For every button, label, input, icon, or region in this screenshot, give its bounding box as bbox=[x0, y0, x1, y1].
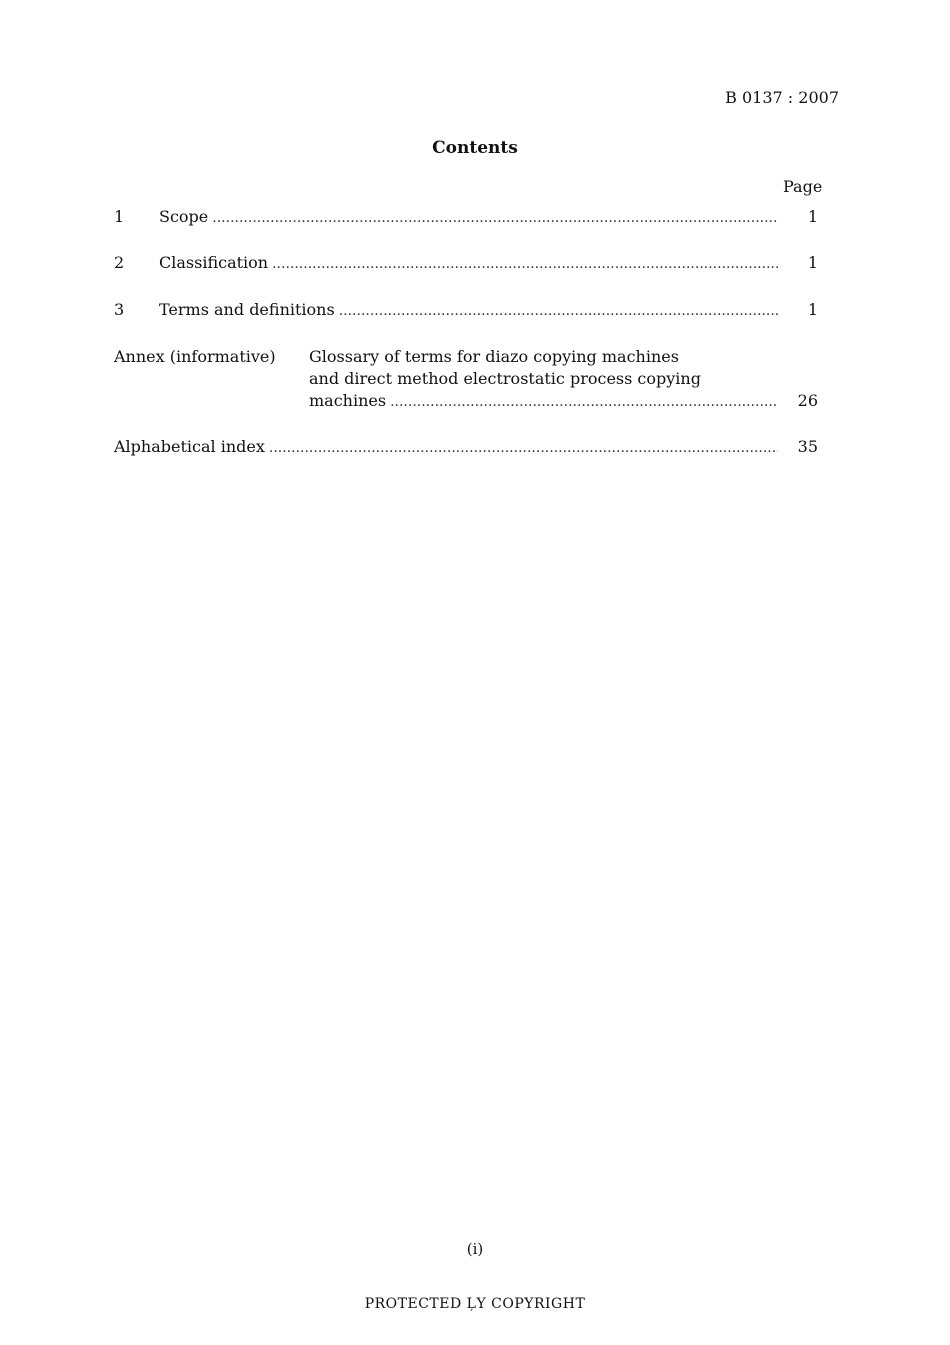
dot-leader bbox=[390, 391, 778, 413]
annex-title-line: Glossary of terms for diazo copying machines bbox=[309, 347, 679, 366]
dot-leader bbox=[212, 207, 778, 229]
toc-entry-number: 1 bbox=[114, 207, 125, 226]
toc-entry-number: 2 bbox=[114, 253, 125, 272]
page-column-label: Page bbox=[783, 177, 823, 196]
toc-entry-page: 1 bbox=[807, 207, 818, 226]
toc-entry-page: 35 bbox=[797, 437, 818, 456]
page-title: Contents bbox=[432, 138, 518, 158]
toc-entry-page: 1 bbox=[807, 300, 818, 319]
toc-entry-alphabetical-index[interactable] bbox=[114, 436, 818, 459]
toc-entry-scope[interactable] bbox=[114, 206, 818, 229]
toc-entry-title: Terms and definitions bbox=[159, 300, 335, 319]
toc-entry-page: 26 bbox=[797, 391, 818, 410]
annex-label: Annex (informative) bbox=[114, 347, 276, 366]
dot-leader bbox=[272, 253, 778, 275]
toc-entry-title: Alphabetical index bbox=[114, 437, 265, 456]
toc-entry-classification[interactable] bbox=[114, 252, 818, 275]
document-code: B 0137 : 2007 bbox=[725, 88, 839, 107]
toc-entry-terms-definitions[interactable] bbox=[114, 299, 818, 322]
toc-entry-title: Scope bbox=[159, 207, 209, 226]
toc-entry-page: 1 bbox=[807, 253, 818, 272]
page-number: (i) bbox=[466, 1240, 484, 1258]
toc-entry-number: 3 bbox=[114, 300, 125, 319]
toc-entry-title: Classification bbox=[159, 253, 269, 272]
dot-leader bbox=[339, 300, 778, 322]
annex-title-line: and direct method electrostatic process copying bbox=[309, 369, 701, 388]
copyright-footer: PROTECTED ĻY COPYRIGHT bbox=[364, 1296, 586, 1312]
dot-leader bbox=[269, 437, 778, 459]
annex-title-line: machines bbox=[309, 391, 387, 410]
